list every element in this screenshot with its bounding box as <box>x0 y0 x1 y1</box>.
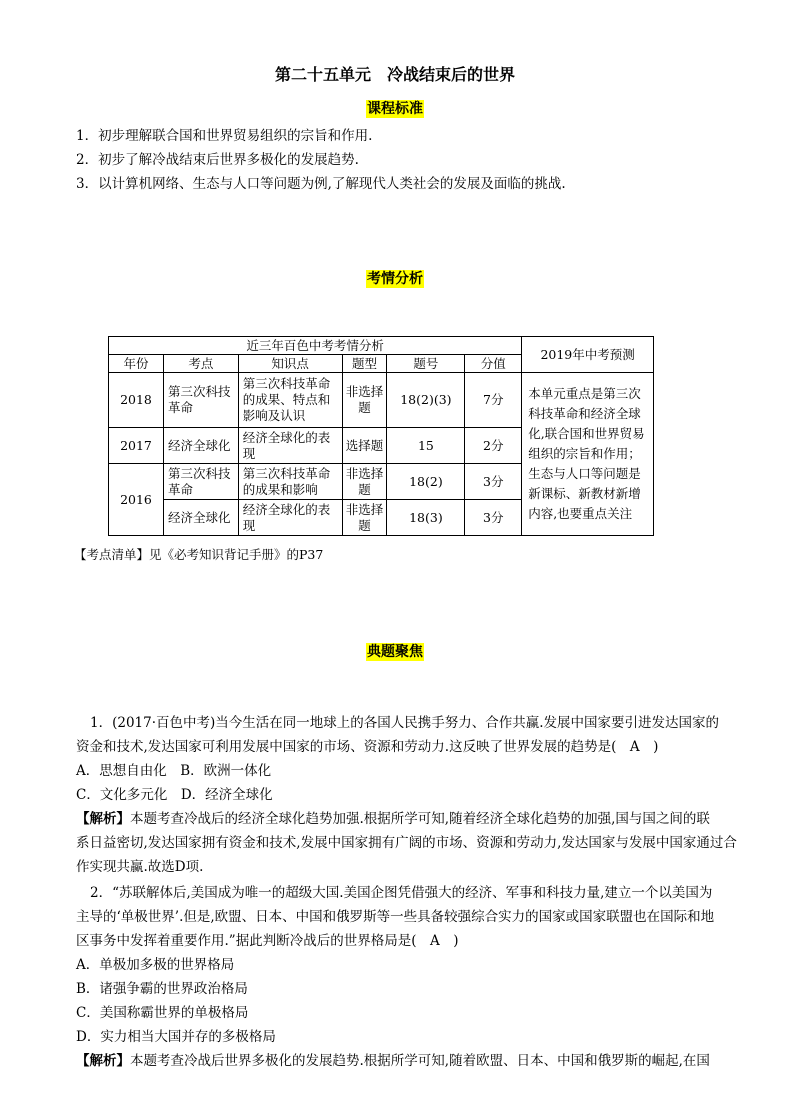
point-cell: 第三次科技革命 <box>163 464 238 500</box>
examples-heading-wrap <box>0 641 790 661</box>
type-cell: 非选择题 <box>342 464 387 500</box>
analysis-heading: 考情分析 <box>367 271 423 287</box>
q1-analysis-line: 系日益密切,发达国家拥有资金和技术,发展中国家拥有广阔的市场、资源和劳动力,发达国家与发展中国家通过合 <box>76 835 737 851</box>
q2-option: C．美国称霸世界的单极格局 <box>76 1005 249 1021</box>
column-header: 题号 <box>387 355 465 373</box>
point-cell: 第三次科技革命 <box>163 373 238 428</box>
q1-analysis-line: 作实现共赢.故选D项. <box>76 859 204 875</box>
q1-options: C．文化多元化 D．经济全球化 <box>76 787 273 803</box>
q1-line: 1．(2017·百色中考)当今生活在同一地球上的各国人民携手努力、合作共赢.发展中国家要引进发达国家的 <box>90 715 720 731</box>
score-cell: 3分 <box>465 464 522 500</box>
column-header: 知识点 <box>238 355 342 373</box>
knowledge-cell: 第三次科技革命的成果、特点和影响及认识 <box>238 373 342 428</box>
year-cell: 2017 <box>109 428 164 464</box>
analysis-heading-wrap <box>0 268 790 288</box>
number-cell: 18(2) <box>387 464 465 500</box>
score-cell: 3分 <box>465 500 522 536</box>
column-header: 题型 <box>342 355 387 373</box>
type-cell: 非选择题 <box>342 373 387 428</box>
knowledge-cell: 经济全球化的表现 <box>238 428 342 464</box>
curriculum-heading-wrap <box>0 98 790 118</box>
score-cell: 2分 <box>465 428 522 464</box>
year-cell: 2016 <box>109 464 164 536</box>
score-cell: 7分 <box>465 373 522 428</box>
curriculum-item: 1．初步理解联合国和世界贸易组织的宗旨和作用. <box>76 128 373 144</box>
prediction-header: 2019年中考预测 <box>522 337 654 373</box>
knowledge-cell: 第三次科技革命的成果和影响 <box>238 464 342 500</box>
number-cell: 18(3) <box>387 500 465 536</box>
analysis-text: 本题考查冷战后世界多极化的发展趋势.根据所学可知,随着欧盟、日本、中国和俄罗斯的崛起,在国 <box>130 1053 710 1069</box>
q2-line: 2．“苏联解体后,美国成为唯一的超级大国.美国企图凭借强大的经济、军事和科技力量,建立一个以美国为 <box>90 885 713 901</box>
curriculum-heading: 课程标准 <box>367 101 423 117</box>
type-cell: 选择题 <box>342 428 387 464</box>
number-cell: 15 <box>387 428 465 464</box>
column-header: 分值 <box>465 355 522 373</box>
q1-analysis-line <box>76 807 710 827</box>
column-header: 考点 <box>163 355 238 373</box>
prediction-cell: 本单元重点是第三次科技革命和经济全球化,联合国和世界贸易组织的宗旨和作用；生态与人口等问题是新课标、新教材新增内容,也要重点关注 <box>522 373 654 536</box>
q1-options: A．思想自由化 B．欧洲一体化 <box>76 763 272 779</box>
curriculum-item: 2．初步了解冷战结束后世界多极化的发展趋势. <box>76 152 359 168</box>
examples-heading: 典题聚焦 <box>367 644 423 660</box>
year-cell: 2018 <box>109 373 164 428</box>
type-cell: 非选择题 <box>342 500 387 536</box>
table-caption: 近三年百色中考考情分析 <box>109 337 522 355</box>
q2-option: A．单极加多极的世界格局 <box>76 957 235 973</box>
point-cell: 经济全球化 <box>163 428 238 464</box>
q2-analysis-line <box>76 1049 710 1069</box>
column-header: 年份 <box>109 355 164 373</box>
point-cell: 经济全球化 <box>163 500 238 536</box>
q2-line: 区事务中发挥着重要作用.”据此判断冷战后的世界格局是( A ) <box>76 933 459 949</box>
curriculum-item: 3．以计算机网络、生态与人口等问题为例,了解现代人类社会的发展及面临的挑战. <box>76 176 566 192</box>
table-row <box>109 373 654 428</box>
analysis-label: 【解析】 <box>76 1053 130 1069</box>
exam-analysis-table <box>108 336 654 536</box>
number-cell: 18(2)(3) <box>387 373 465 428</box>
analysis-label: 【解析】 <box>76 811 130 827</box>
checklist-note: 【考点清单】见《必考知识背记手册》的P37 <box>74 547 324 562</box>
q2-line: 主导的‘单极世界’.但是,欧盟、日本、中国和俄罗斯等一些具备较强综合实力的国家或国家联盟也在国际和地 <box>76 909 715 925</box>
knowledge-cell: 经济全球化的表现 <box>238 500 342 536</box>
q2-option: D．实力相当大国并存的多极格局 <box>76 1029 276 1045</box>
page-title: 第二十五单元 冷战结束后的世界 <box>274 65 515 84</box>
q2-option: B．诸强争霸的世界政治格局 <box>76 981 248 997</box>
analysis-text: 本题考查冷战后的经济全球化趋势加强.根据所学可知,随着经济全球化趋势的加强,国与国之间的联 <box>130 811 710 827</box>
q1-line: 资金和技术,发达国家可利用发展中国家的市场、资源和劳动力.这反映了世界发展的趋势是( A ) <box>76 739 659 755</box>
